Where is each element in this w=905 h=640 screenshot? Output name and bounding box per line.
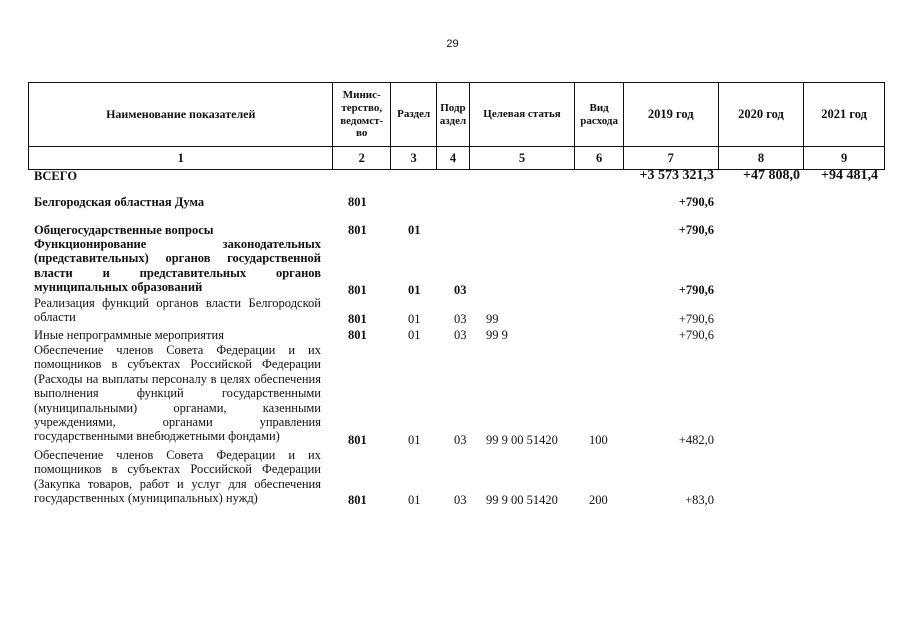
value-2019: +83,0 [685,493,714,507]
row-name: Белгородская областная Дума [34,195,205,209]
col-header-2019: 2019 год [623,83,718,147]
value-2019: +790,6 [678,223,714,237]
col-header-celevaya: Целевая статья [469,83,575,147]
row-name: Иные непрограммные мероприятия [34,328,224,342]
podrazdel-code: 03 [454,493,467,507]
razdel-code: 01 [408,493,421,507]
col-header-2020: 2020 год [718,83,804,147]
podrazdel-code: 03 [454,283,467,297]
podrazdel-code: 03 [454,433,467,447]
row-name: ВСЕГО [34,169,78,183]
value-2021: +94 481,4 [821,168,878,183]
razdel-code: 01 [408,312,421,326]
table-header [28,82,885,170]
col-number: 1 [29,147,333,170]
razdel-code: 01 [408,433,421,447]
ministry-code: 801 [348,328,367,342]
value-2019: +790,6 [678,328,714,342]
page-number: 29 [446,38,459,50]
row-name: Обеспечение членов Совета Федерации и их помощников в субъектах Российской Федерации (Закупка товаров, работ и услуг для обеспечения государственных (муниципальных) нужд) [34,448,321,506]
ministry-code: 801 [348,195,367,209]
ministry-code: 801 [348,223,367,237]
row-name: Реализация функций органов власти Белгородской области [34,296,321,325]
celevaya-code: 99 9 [486,328,508,342]
vid-code: 100 [589,433,608,447]
celevaya-code: 99 9 00 51420 [486,433,558,447]
razdel-code: 01 [408,283,421,297]
value-2019: +482,0 [678,433,714,447]
value-2019: +790,6 [678,283,714,297]
ministry-code: 801 [348,283,367,297]
ministry-code: 801 [348,433,367,447]
row-name: Функционирование законодательных (представительных) органов государственной власти и представительных органов муниципальных образований [34,237,321,295]
col-header-podrazdel: Подр аздел [437,83,469,147]
col-number: 8 [718,147,804,170]
col-header-name: Наименование показателей [29,83,333,147]
col-number: 5 [469,147,575,170]
col-number: 6 [575,147,623,170]
value-2020: +47 808,0 [743,168,800,183]
razdel-code: 01 [408,223,421,237]
table-body [0,169,905,529]
col-number: 4 [437,147,469,170]
value-2019: +3 573 321,3 [639,168,714,183]
col-header-razdel: Раздел [390,83,436,147]
vid-code: 200 [589,493,608,507]
celevaya-code: 99 [486,312,499,326]
ministry-code: 801 [348,493,367,507]
podrazdel-code: 03 [454,312,467,326]
value-2019: +790,6 [678,312,714,326]
col-number: 7 [623,147,718,170]
row-name: Общегосударственные вопросы [34,223,214,237]
row-name: Обеспечение членов Совета Федерации и их помощников в субъектах Российской Федерации (Расходы на выплаты персоналу в целях обеспечения выполнения функций государственными (муниципальными) органами, казенными учреждениями, органами управления государственными внебюджетными фондами) [34,343,321,444]
col-header-vid: Вид расхода [575,83,623,147]
podrazdel-code: 03 [454,328,467,342]
col-header-ministry: Минис- терство, ведомст- во [333,83,390,147]
col-number: 9 [804,147,885,170]
razdel-code: 01 [408,328,421,342]
col-number: 2 [333,147,390,170]
col-header-2021: 2021 год [804,83,885,147]
celevaya-code: 99 9 00 51420 [486,493,558,507]
ministry-code: 801 [348,312,367,326]
value-2019: +790,6 [678,195,714,209]
col-number: 3 [390,147,436,170]
